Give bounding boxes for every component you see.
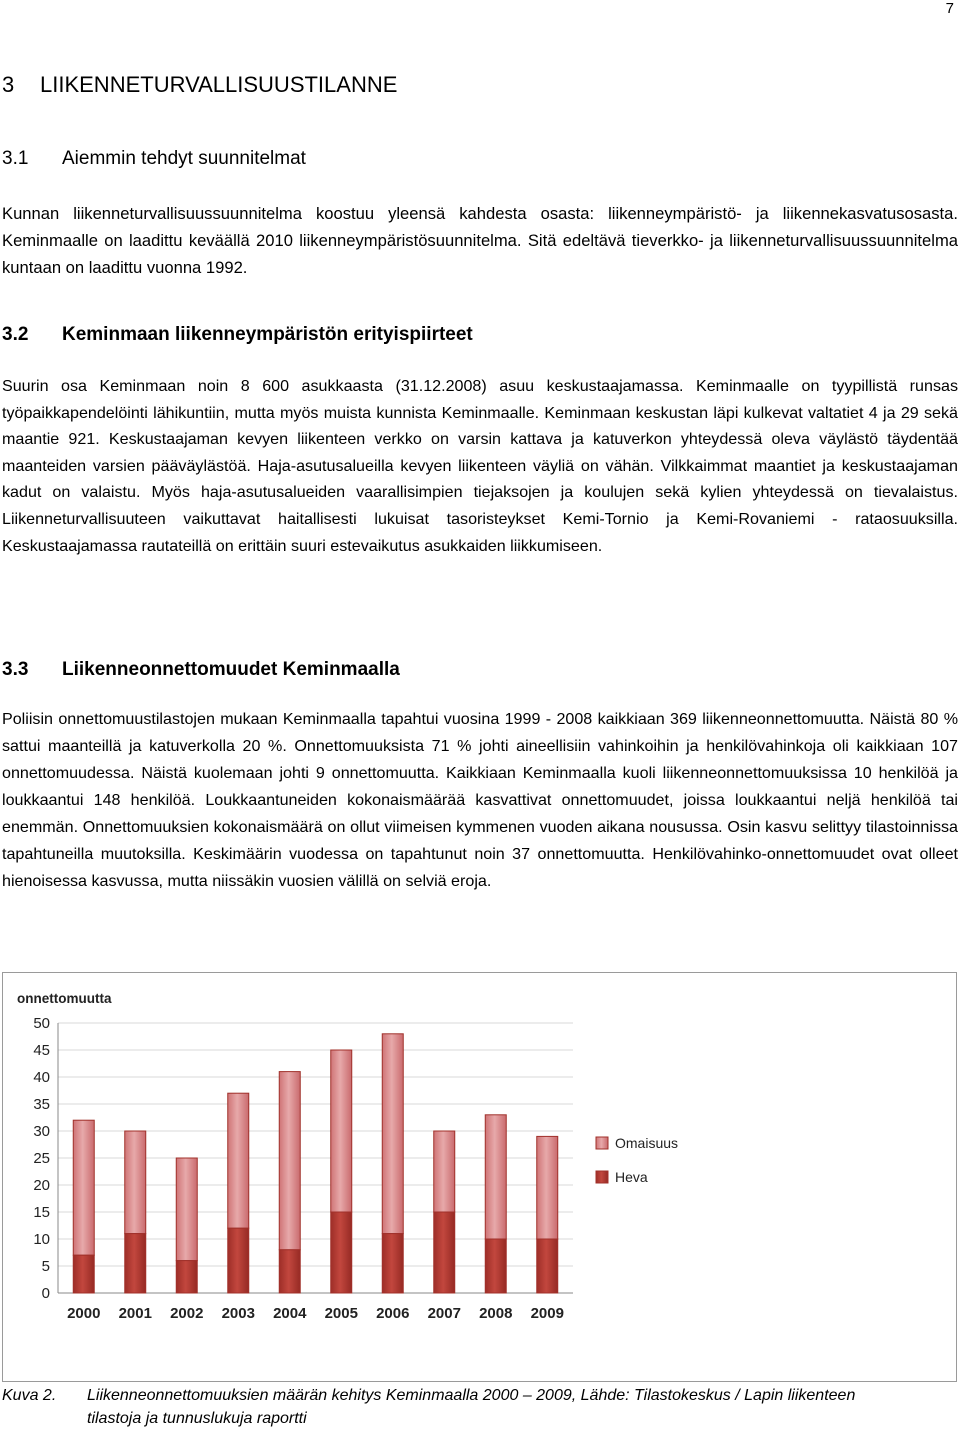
bar-heva-2005	[331, 1212, 352, 1293]
x-tick-label: 2007	[427, 1305, 461, 1322]
bar-heva-2001	[125, 1234, 146, 1293]
x-tick-label: 2001	[118, 1305, 152, 1322]
subsection-title: Aiemmin tehdyt suunnitelmat	[62, 148, 306, 169]
y-tick-label: 50	[33, 1015, 50, 1032]
subsection-number: 3.2	[2, 324, 29, 345]
bar-omaisuus-2003	[228, 1093, 249, 1228]
y-tick-label: 30	[33, 1123, 50, 1140]
x-tick-label: 2009	[530, 1305, 564, 1322]
bar-heva-2002	[176, 1261, 197, 1293]
section-heading	[2, 72, 397, 98]
bar-omaisuus-2009	[537, 1136, 558, 1239]
x-tick-label: 2004	[273, 1305, 307, 1322]
bar-omaisuus-2006	[382, 1034, 403, 1234]
caption-label: Kuva 2.	[2, 1387, 57, 1404]
bar-heva-2007	[434, 1212, 455, 1293]
subsection-heading-3-2	[2, 324, 473, 346]
paragraph-aiemmin: Kunnan liikenneturvallisuussuunnitelma koostuu yleensä kahdesta osasta: liikenneympäristö- ja liikennekasvatusosasta. Keminmaalle on laadittu keväällä 2010 liikenneympäristösuunnitelma. Sitä edeltävä tieverkko- ja liikenneturvallisuussuunnitelma kuntaan on laadittu vuonna 1992.	[2, 204, 958, 277]
bar-heva-2003	[228, 1228, 249, 1293]
page-number: 7	[945, 0, 954, 17]
figure-caption	[2, 1384, 958, 1430]
x-tick-label: 2000	[67, 1305, 101, 1322]
caption-text: Liikenneonnettomuuksien määrän kehitys Keminmaalla 2000 – 2009, Lähde: Tilastokeskus / Lapin liikenteen	[87, 1387, 856, 1404]
bar-heva-2008	[485, 1239, 506, 1293]
y-tick-label: 20	[33, 1177, 50, 1194]
subsection-number: 3.1	[2, 148, 29, 169]
section-number: 3	[2, 72, 15, 97]
paragraph-onnettomuudet: Poliisin onnettomuustilastojen mukaan Keminmaalla tapahtui vuosina 1999 - 2008 kaikkiaan 369 liikenneonnettomuutta. Näistä 80 % sattui maanteillä ja katuverkolla 20 %. Onnettomuuksista 71 % johti aineellisiin vahinkoihin ja henkilövahinkoja oli kaikkiaan 107 onnettomuudessa. Näistä kuolemaan johti 9 onnettomuutta. Kaikkiaan Keminmaalla kuoli liikenneonnettomuuksissa 10 henkilöä ja loukkaantui 148 henkilöä. Loukkaantuneiden kokonaismäärää kasvattivat onnettomuudet, joissa loukkaantui neljä henkilöä tai enemmän. Onnettomuuksien kokonaismäärä on ollut viimeisen kymmenen vuoden aikana nousussa. Osin kasvu selittyy tilastoinnissa tapahtuneilla muutoksilla. Keskimäärin vuodessa on tapahtunut noin 37 onnettomuutta. Henkilövahinko-onnettomuudet ovat olleet hienoisessa kasvussa, mutta niissäkin vuosien välillä on selviä eroja.	[2, 710, 958, 890]
subsection-title: Keminmaan liikenneympäristön erityispiirteet	[62, 324, 473, 345]
bar-omaisuus-2001	[125, 1131, 146, 1234]
bar-omaisuus-2008	[485, 1115, 506, 1239]
bar-omaisuus-2007	[434, 1131, 455, 1212]
x-tick-label: 2002	[170, 1305, 204, 1322]
x-tick-label: 2006	[376, 1305, 410, 1322]
bar-heva-2006	[382, 1234, 403, 1293]
paragraph-erityispiirteet: Suurin osa Keminmaan noin 8 600 asukkaasta (31.12.2008) asuu keskustaajamassa. Keminmaalle on tyypillistä runsas työpaikkapendelöinti lähikuntiin, mutta myös muista kunnista Keminmaalle. Keminmaan keskustan läpi kulkevat valtatiet 4 ja 29 sekä maantie 921. Keskustaajaman kevyen liikenteen verkko on varsin kattava ja katuverkon yhteydessä oleva väylästö täydentää maanteiden varsien pääväylästöä. Haja-asutusalueilla kevyen liikenteen väyliä on vähän. Vilkkaimmat maantiet ja keskustaajaman kadut on valaistu. Myös haja-asutusalueiden vaarallisimpien tiejaksojen ja koulujen sekä kylien yhteydessä on tievalaistus. Liikenneturvallisuuteen vaikuttavat haitallisesti lukuisat tasoristeykset Kemi-Tornio ja Kemi-Rovaniemi - rataosuuksilla. Keskustaajamassa rautateillä on erittäin suuri estevaikutus asukkaiden liikkumiseen.	[2, 377, 958, 555]
bar-heva-2004	[279, 1250, 300, 1293]
subsection-heading-3-3	[2, 659, 400, 681]
caption-continuation: tilastoja ja tunnuslukuja raportti	[87, 1410, 307, 1427]
legend-label: Heva	[615, 1169, 648, 1185]
y-tick-label: 15	[33, 1204, 50, 1221]
accident-chart	[3, 973, 956, 1381]
x-tick-label: 2003	[221, 1305, 255, 1322]
subsection-heading-3-1	[2, 148, 306, 170]
legend-swatch-heva	[596, 1171, 608, 1183]
bar-omaisuus-2000	[73, 1120, 94, 1255]
y-tick-label: 45	[33, 1042, 50, 1059]
bar-omaisuus-2005	[331, 1050, 352, 1212]
y-tick-label: 10	[33, 1231, 50, 1248]
subsection-number: 3.3	[2, 659, 29, 680]
y-tick-label: 40	[33, 1069, 50, 1086]
bar-omaisuus-2004	[279, 1072, 300, 1250]
bar-omaisuus-2002	[176, 1158, 197, 1261]
chart-frame	[2, 972, 957, 1382]
y-tick-label: 0	[41, 1285, 50, 1302]
y-tick-label: 35	[33, 1096, 50, 1113]
y-tick-label: 25	[33, 1150, 50, 1167]
x-tick-label: 2008	[479, 1305, 513, 1322]
bar-heva-2000	[73, 1255, 94, 1293]
y-tick-label: 5	[41, 1258, 50, 1275]
legend-swatch-omaisuus	[596, 1137, 608, 1149]
subsection-title: Liikenneonnettomuudet Keminmaalla	[62, 659, 400, 680]
section-title: LIIKENNETURVALLISUUSTILANNE	[40, 72, 398, 97]
y-axis-label: onnettomuutta	[17, 991, 112, 1006]
legend-label: Omaisuus	[615, 1135, 679, 1151]
bar-heva-2009	[537, 1239, 558, 1293]
x-tick-label: 2005	[324, 1305, 358, 1322]
